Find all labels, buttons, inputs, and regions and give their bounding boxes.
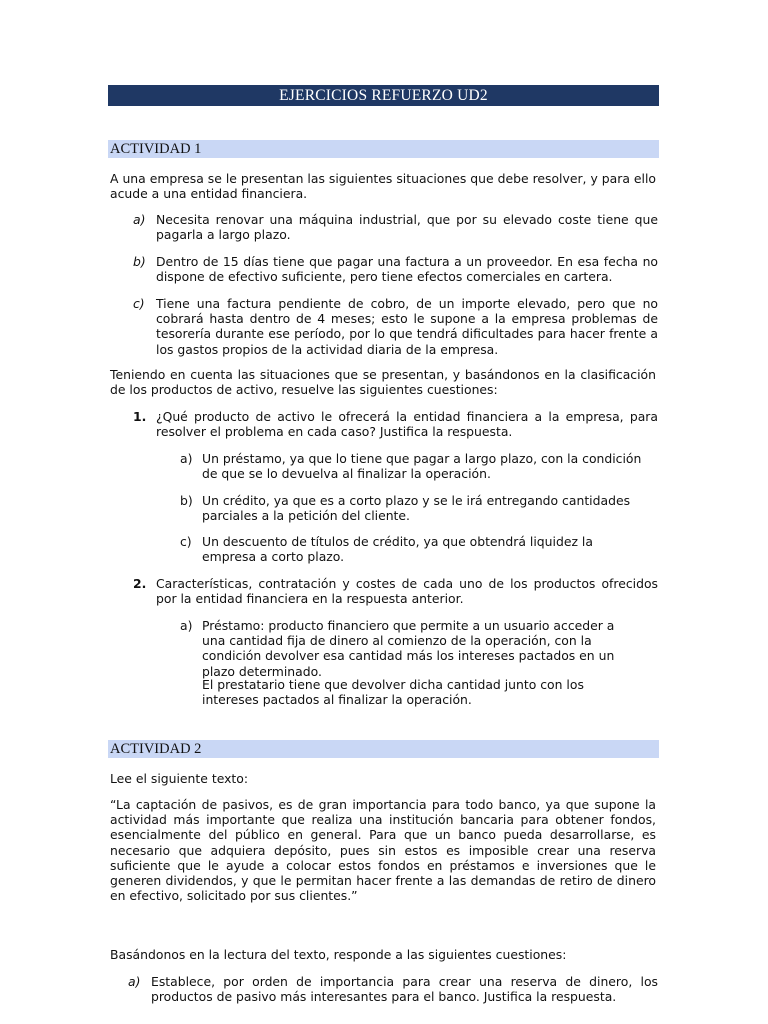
situation-a-text: Necesita renovar una máquina industrial, que por su elevado coste tiene que pagarla a largo plazo. — [156, 212, 658, 243]
answer-2a-continuation: El prestatario tiene que devolver dicha cantidad junto con los intereses pactados al finalizar la operación. — [202, 677, 584, 708]
question-1-marker: 1. — [133, 409, 147, 424]
actividad-2-quote: “La captación de pasivos, es de gran importancia para todo banco, ya que supone la actividad más importante que realiza una institución bancaria para obtener fondos, esencialmente del público en general. Para que un banco pueda desarrollarse, es necesario que adquiera depósito, pues sin estos es imposible crear una reserva suficiente que le ayude a colocar estos fondos en préstamos e inversiones que le generen dividendos, y que le permitan hacer frente a las demandas de retiro de dinero en efectivo, solicitado por sus clientes.” — [110, 797, 656, 904]
situation-c-marker: c) — [133, 296, 145, 311]
actividad-2-question-a-marker: a) — [128, 974, 141, 989]
actividad-1-intro: A una empresa se le presentan las siguientes situaciones que debe resolver, y para ello acude a una entidad financiera. — [110, 171, 656, 202]
answer-1b-marker: b) — [180, 493, 193, 508]
question-1-text: ¿Qué producto de activo le ofrecerá la entidad financiera a la empresa, para resolver el problema en cada caso? Justifica la respuesta. — [156, 409, 658, 440]
question-2-text: Características, contratación y costes de cada uno de los productos ofrecidos por la entidad financiera en la respuesta anterior. — [156, 576, 658, 607]
situation-a-marker: a) — [133, 212, 146, 227]
actividad-2-question-a-text: Establece, por orden de importancia para crear una reserva de dinero, los productos de pasivo más interesantes para el banco. Justifica la respuesta. — [151, 974, 658, 1005]
answer-1c-text: Un descuento de títulos de crédito, ya que obtendrá liquidez la empresa a corto plazo. — [202, 534, 593, 565]
situation-b-marker: b) — [133, 254, 146, 269]
actividad-1-lead: Teniendo en cuenta las situaciones que se presentan, y basándonos en la clasificación de los productos de activo, resuelve las siguientes cuestiones: — [110, 367, 656, 398]
answer-1b-text: Un crédito, ya que es a corto plazo y se le irá entregando cantidades parciales a la petición del cliente. — [202, 493, 631, 524]
answer-2a-marker: a) — [180, 618, 193, 633]
answer-2a-text: Préstamo: producto financiero que permite a un usuario acceder a una cantidad fija de dinero al comienzo de la operación, con la condición devolver esa cantidad más los intereses pactados en un plazo determinado. — [202, 618, 615, 679]
situation-b-text: Dentro de 15 días tiene que pagar una factura a un proveedor. En esa fecha no dispone de efectivo suficiente, pero tiene efectos comerciales en cartera. — [156, 254, 658, 285]
answer-1a-text: Un préstamo, ya que lo tiene que pagar a largo plazo, con la condición de que se lo devuelva al finalizar la operación. — [202, 451, 642, 482]
actividad-2-intro: Lee el siguiente texto: — [110, 771, 249, 786]
section-heading-actividad-1: ACTIVIDAD 1 — [108, 140, 659, 158]
answer-1a-marker: a) — [180, 451, 193, 466]
question-2-marker: 2. — [133, 576, 147, 591]
section-heading-actividad-2: ACTIVIDAD 2 — [108, 740, 659, 758]
actividad-2-lead: Basándonos en la lectura del texto, responde a las siguientes cuestiones: — [110, 947, 567, 962]
answer-1c-marker: c) — [180, 534, 192, 549]
situation-c-text: Tiene una factura pendiente de cobro, de un importe elevado, pero que no cobrará hasta dentro de 4 meses; esto le supone a la empresa problemas de tesorería durante ese período, por lo que tendrá dificultades para hacer frente a los gastos propios de la actividad diaria de la empresa. — [156, 296, 658, 357]
document-title: EJERCICIOS REFUERZO UD2 — [108, 85, 659, 106]
